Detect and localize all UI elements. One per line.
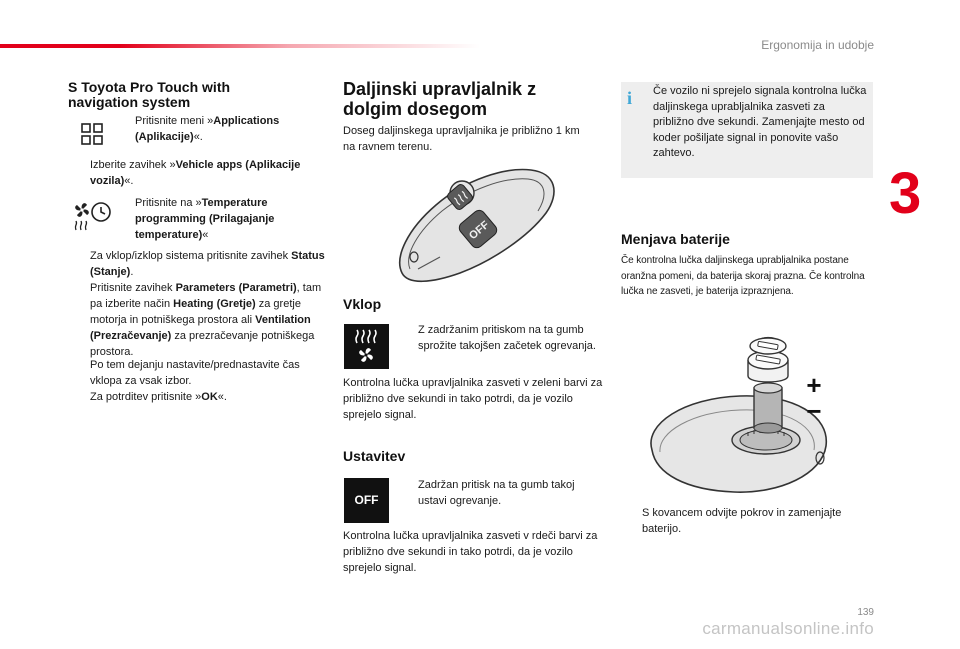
text: «. [193,131,203,143]
bold-text: Vehicle apps (Aplikacije vozila) [90,159,301,187]
step-vehicle-apps [90,157,330,189]
item-status [90,248,330,280]
ustavitev-step: Zadržan pritisk na ta gumb takoj ustavi ogrevanje. [418,479,575,507]
text: za gretje motorja in potniškega prostora ali [90,298,301,326]
ustavitev-text: Kontrolna lučka upravljalnika zasveti v rdeči barvi za približno dve sekundi in tako potrdi, da je vozilo sprejelo signal. [343,530,598,574]
info-note-text: Če vozilo ni sprejelo signala kontrolna lučka daljinskega uprabljalnika zasveti za približno dve sekundi. Zamenjajte mesto od koder pošiljate signal in ponovite vašo zahtevo. [653,85,867,159]
info-icon: i [627,88,633,108]
text: . [130,266,134,278]
text: Pritisnite meni » [135,115,214,127]
step-temperature-programming [135,195,325,243]
bold-text: Parameters (Parametri) [175,282,297,294]
chapter-number: 3 [889,161,922,226]
vklop-text: Kontrolna lučka upravljalnika zasveti v zeleni barvi za približno dve sekundi in tako potrdi, da je vozilo sprejelo signal. [343,377,603,421]
text: Za potrditev pritisnite » [90,391,202,403]
battery-replacement-illustration [644,332,832,496]
remote-off-label: OFF [467,218,492,243]
text: , tam pa izberite način [90,282,322,310]
section-title-toyota-pro-touch: S Toyota Pro Touch with navigation system [68,79,231,110]
info-note-box [621,82,873,178]
apps-grid-icon [81,123,103,145]
text: za prezračevanje potniškega prostora. [90,330,315,358]
vklop-step: Z zadržanim pritiskom na ta gumb sprožite takojšen začetek ogrevanja. [418,324,596,352]
battery-minus-sign: − [806,396,822,426]
chapter-title: Ergonomija in udobje [761,38,874,52]
battery-plus-sign: + [806,370,822,400]
bold-text: Heating (Gretje) [173,298,256,310]
battery-step: S kovancem odvijte pokrov in zamenjajte baterijo. [642,507,842,535]
heading-ustavitev: Ustavitev [343,448,406,464]
text: «. [124,175,134,187]
section-title-remote: Daljinski upravljalnik z dolgim dosegom [343,79,537,119]
heading-battery-replacement: Menjava baterije [621,231,730,247]
remote-control-illustration [396,165,558,287]
fan-clock-icon [72,199,112,231]
heating-on-button-icon [344,324,389,369]
step-applications [135,113,325,145]
bold-text: Status (Stanje) [90,250,325,278]
text: Pritisnite na » [135,197,202,209]
watermark: carmanualsonline.info [702,619,874,638]
item-parameters [90,280,330,360]
text: Pritisnite zavihek [90,282,176,294]
page-number: 139 [857,607,874,618]
battery-text: Če kontrolna lučka daljinskega uprabljalnika postane oranžna pomeni, da baterija skoraj prazna. Če kontrolna lučka ne zasveti, je baterija izpraznjena. [621,255,865,297]
heading-vklop: Vklop [343,296,382,312]
bold-text: OK [201,391,218,403]
text: Za vklop/izklop sistema pritisnite zavihek [90,250,292,262]
item-confirm-ok [90,389,330,405]
text: « [202,229,209,241]
header-accent-bar [0,44,480,48]
text: Izberite zavihek » [90,159,176,171]
bold-text: Temperature programming (Prilagajanje temperature) [135,197,275,241]
text: «. [217,391,227,403]
bold-text: Applications (Aplikacije) [135,115,280,143]
bold-text: Ventilation (Prezračevanje) [90,314,311,342]
item-set-time: Po tem dejanju nastavite/prednastavite čas vklopa za vsak izbor. [90,359,300,387]
off-button-icon: OFF [344,478,389,523]
remote-range-text: Doseg daljinskega upravljalnika je približno 1 km na ravnem terenu. [343,125,580,153]
